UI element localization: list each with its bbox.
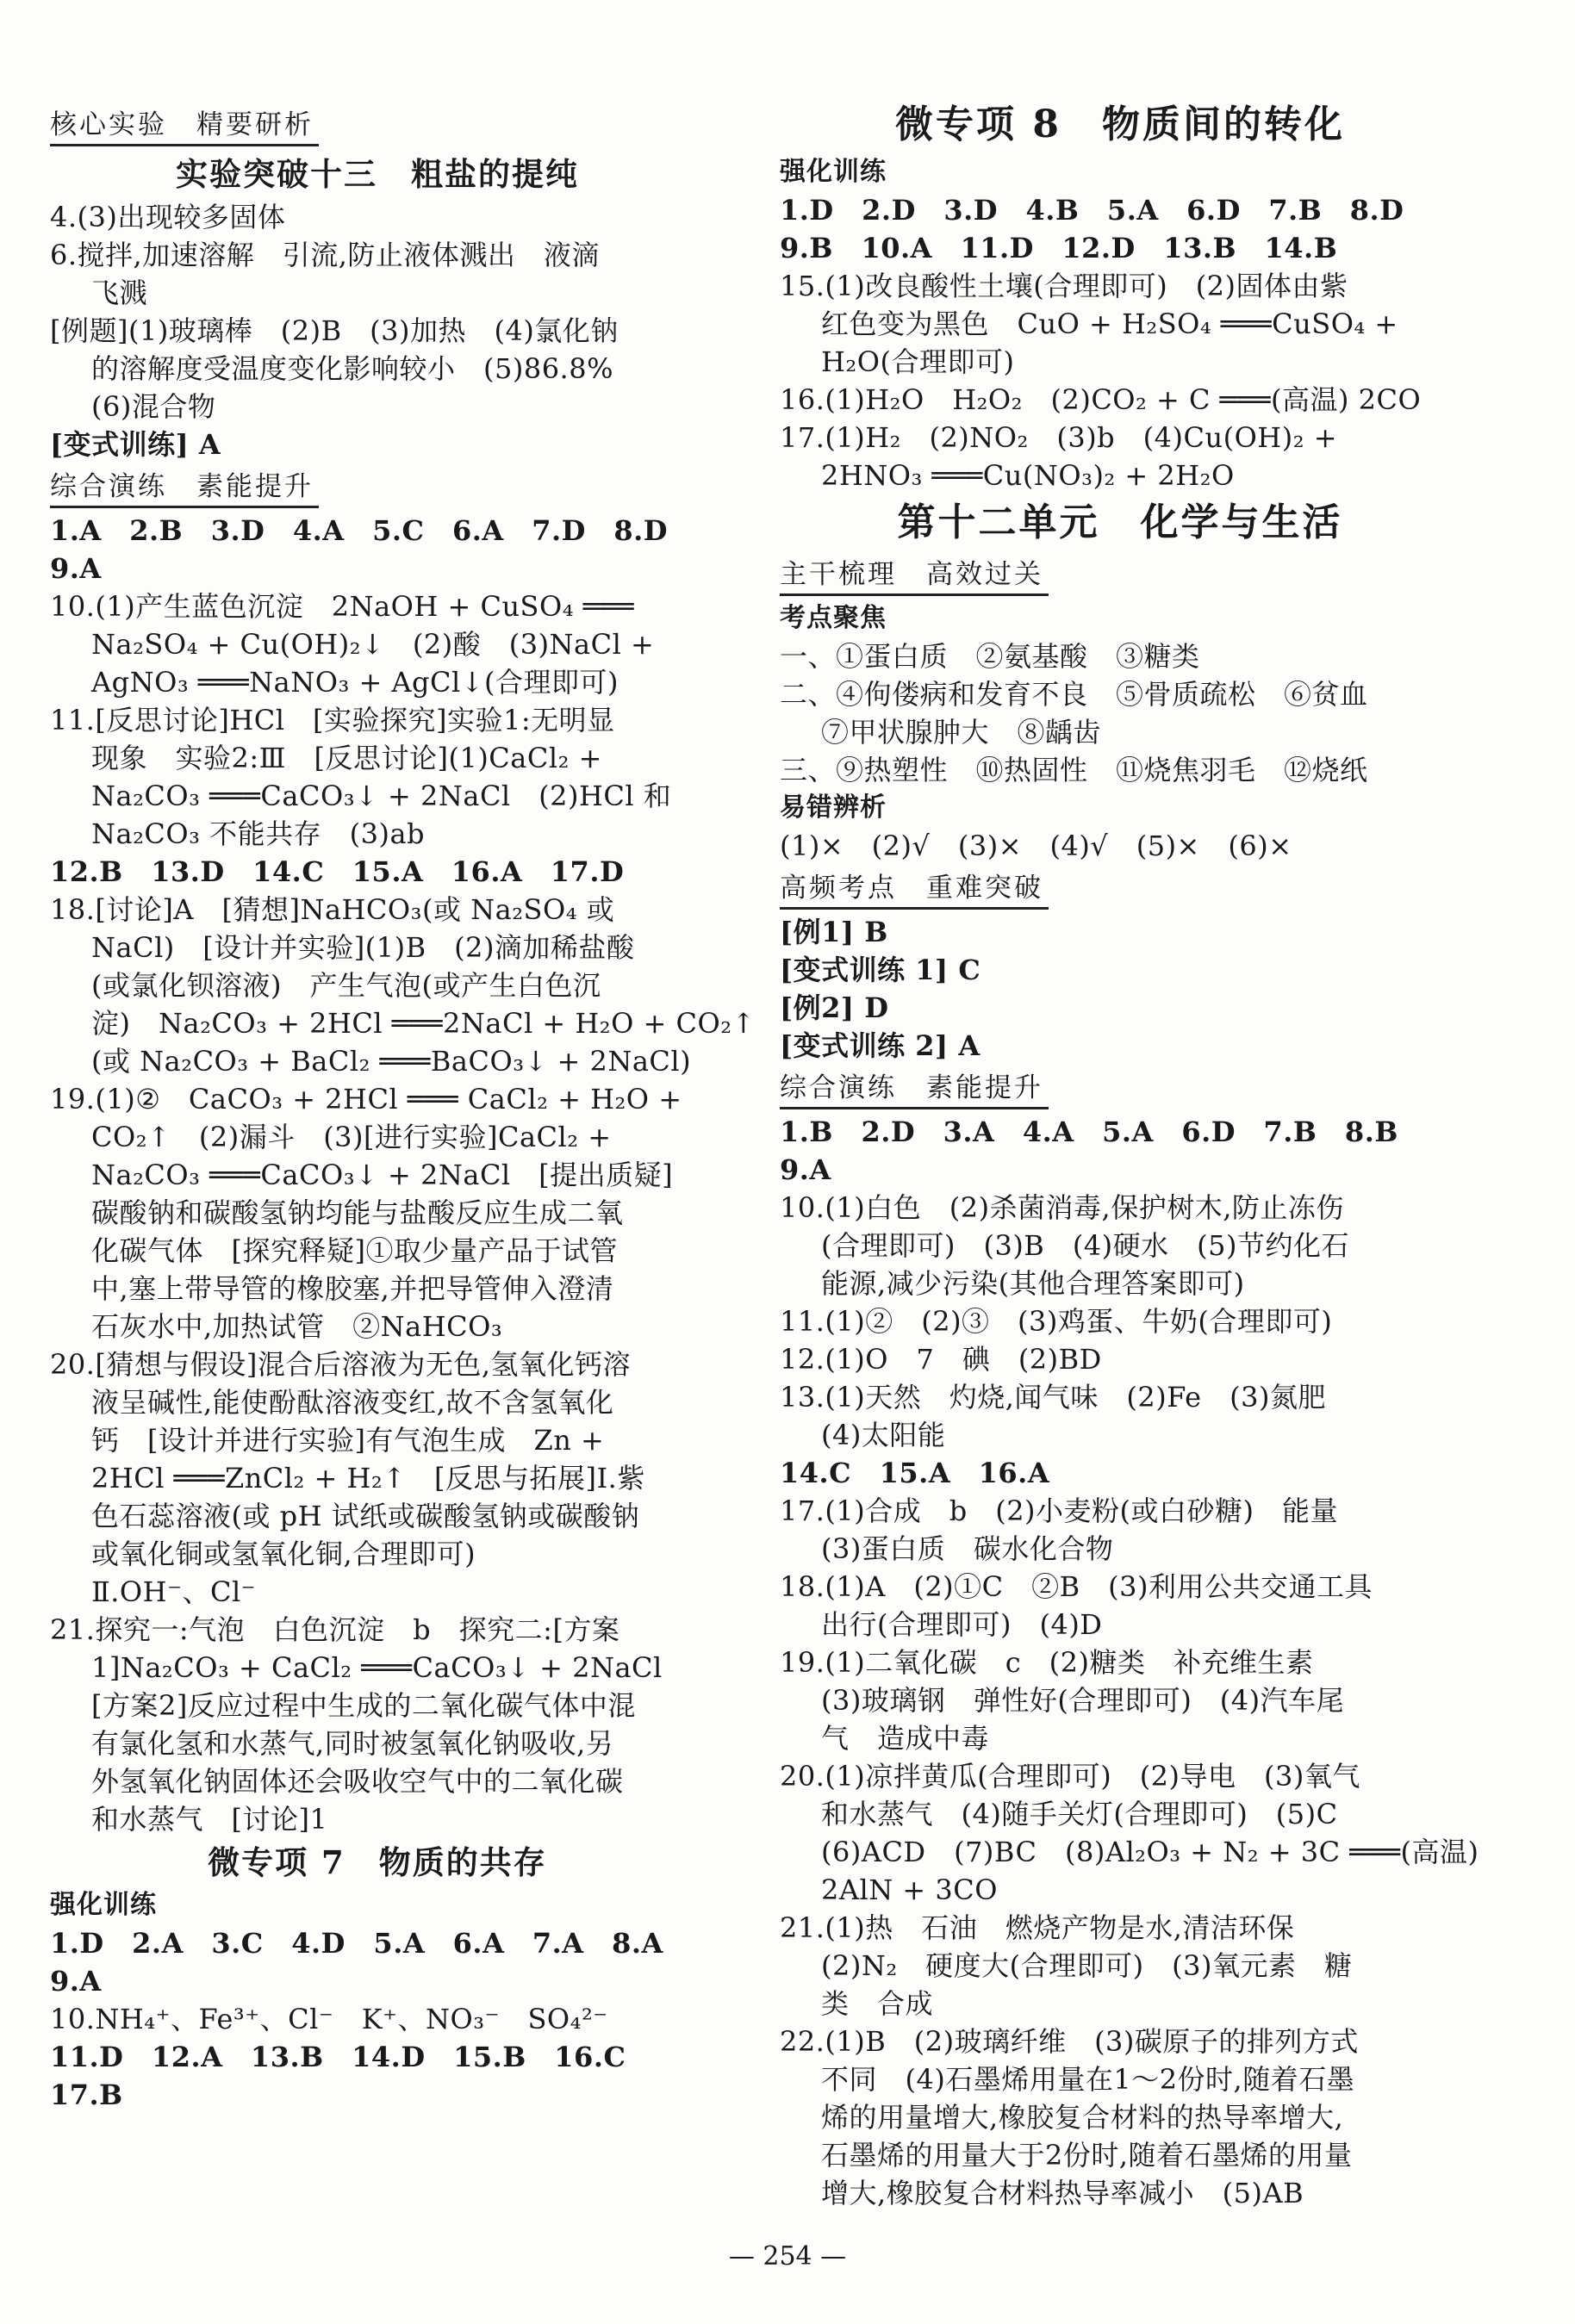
unit-title: 第十二单元 化学与生活 (897, 500, 1343, 544)
answer-line: (6)ACD (7)BC (8)Al₂O₃ + N₂ + 3C ═══(高温) (821, 1836, 1479, 1868)
page-number: — 254 — (728, 2241, 847, 2271)
answer-line: 9.A (50, 1965, 102, 1998)
answer-line: 9.A (50, 552, 102, 585)
answer-line: (2)N₂ 硬度大(合理即可) (3)氧元素 糖 (821, 1949, 1353, 1982)
answer-line: 12.(1)O 7 碘 (2)BD (780, 1343, 1102, 1376)
answer-line: 石灰水中,加热试管 ②NaHCO₃ (91, 1310, 503, 1343)
answer-line: Na₂CO₃ ═══CaCO₃↓ + 2NaCl (2)HCl 和 (91, 780, 672, 812)
answer-line: 18.(1)A (2)①C ②B (3)利用公共交通工具 (780, 1570, 1373, 1603)
answer-line: NaCl) [设计并实验](1)B (2)滴加稀盐酸 (91, 931, 635, 964)
answer-line: 色石蕊溶液(或 pH 试纸或碳酸氢钠或碳酸钠 (91, 1500, 640, 1532)
answer-line: 9.B 10.A 11.D 12.D 13.B 14.B (780, 232, 1338, 264)
answer-line: 17.(1)合成 b (2)小麦粉(或白砂糖) 能量 (780, 1494, 1339, 1527)
answer-line: 10.(1)白色 (2)杀菌消毒,保护树木,防止冻伤 (780, 1191, 1344, 1224)
answer-line: [方案2]反应过程中生成的二氧化碳气体中混 (91, 1689, 636, 1722)
section-banner: 综合演练 素能提升 (780, 1070, 1049, 1109)
answer-line: 和水蒸气 (4)随手关灯(合理即可) (5)C (821, 1798, 1338, 1830)
answer-line: 烯的用量增大,橡胶复合材料的热导率增大, (821, 2101, 1344, 2134)
right-column (780, 96, 1479, 2212)
subsection-heading: 强化训练 (780, 157, 887, 187)
answer-line: CO₂↑ (2)漏斗 (3)[进行实验]CaCl₂ + (91, 1121, 612, 1153)
section-title: 微专项 7 物质的共存 (208, 1843, 547, 1881)
answer-line: 外氢氧化钠固体还会吸收空气中的二氧化碳 (91, 1765, 624, 1798)
answer-line: 1.D 2.D 3.D 4.B 5.A 6.D 7.B 8.D (780, 194, 1404, 227)
answer-line: (1)× (2)√ (3)× (4)√ (5)× (6)× (780, 830, 1292, 862)
subsection-heading: 强化训练 (50, 1890, 157, 1920)
answer-line: 4.(3)出现较多固体 (50, 201, 286, 233)
answer-line: 18.[讨论]A [猜想]NaHCO₃(或 Na₂SO₄ 或 (50, 893, 615, 926)
answer-line: 增大,橡胶复合材料热导率减小 (5)AB (821, 2177, 1304, 2209)
answer-line: (3)玻璃钢 弹性好(合理即可) (4)汽车尾 (821, 1684, 1345, 1717)
answer-line: Na₂SO₄ + Cu(OH)₂↓ (2)酸 (3)NaCl + (91, 628, 655, 661)
answer-line: 1.B 2.D 3.A 4.A 5.A 6.D 7.B 8.B (780, 1115, 1398, 1148)
answer-line: 2HCl ═══ZnCl₂ + H₂↑ [反思与拓展]Ⅰ.紫 (91, 1462, 645, 1494)
left-column (50, 102, 756, 2114)
answer-line: 一、①蛋白质 ②氨基酸 ③糖类 (780, 640, 1200, 673)
answer-line: 出行(合理即可) (4)D (821, 1608, 1103, 1641)
section-banner: 综合演练 素能提升 (50, 469, 319, 508)
answer-line: H₂O(合理即可) (821, 345, 1015, 378)
answer-line: 石墨烯的用量大于2份时,随着石墨烯的用量 (821, 2139, 1353, 2172)
answer-line: 11.[反思讨论]HCl [实验探究]实验1:无明显 (50, 704, 615, 736)
answer-line: 9.A (780, 1153, 831, 1186)
answer-line: (3)蛋白质 碳水化合物 (821, 1532, 1114, 1565)
answer-line: 二、④佝偻病和发育不良 ⑤骨质疏松 ⑥贫血 (780, 678, 1368, 711)
answer-line: [例题](1)玻璃棒 (2)B (3)加热 (4)氯化钠 (50, 314, 619, 347)
answer-line: 2HNO₃ ═══Cu(NO₃)₂ + 2H₂O (821, 459, 1235, 492)
answer-line: Ⅱ.OH⁻、Cl⁻ (91, 1575, 257, 1608)
answer-line: 20.(1)凉拌黄瓜(合理即可) (2)导电 (3)氧气 (780, 1760, 1360, 1793)
answer-line: 液呈碱性,能使酚酞溶液变红,故不含氢氧化 (91, 1386, 614, 1419)
answer-line: 淀) Na₂CO₃ + 2HCl ═══2NaCl + H₂O + CO₂↑ (91, 1007, 756, 1040)
answer-line: 20.[猜想与假设]混合后溶液为无色,氢氧化钙溶 (50, 1348, 632, 1381)
section-banner: 主干梳理 高效过关 (780, 556, 1049, 596)
answer-line: 类 合成 (821, 1987, 934, 2020)
answer-line: 13.(1)天然 灼烧,闻气味 (2)Fe (3)氮肥 (780, 1381, 1326, 1414)
answer-line: 现象 实验2:Ⅲ [反思讨论](1)CaCl₂ + (91, 742, 602, 774)
answer-line: [例1] B (780, 916, 888, 948)
answer-line: ⑦甲状腺肿大 ⑧龋齿 (821, 716, 1102, 749)
answer-line: 红色变为黑色 CuO + H₂SO₄ ═══CuSO₄ + (821, 308, 1398, 340)
answer-line: 有氯化氢和水蒸气,同时被氢氧化钠吸收,另 (91, 1727, 614, 1760)
answer-line: 和水蒸气 [讨论]1 (91, 1803, 328, 1836)
answer-line: 气 造成中毒 (821, 1722, 990, 1755)
answer-line: (或氯化钡溶液) 产生气泡(或产生白色沉 (91, 969, 601, 1002)
answer-line: [变式训练 2] A (780, 1029, 980, 1062)
answer-line: 1.D 2.A 3.C 4.D 5.A 6.A 7.A 8.A (50, 1927, 663, 1960)
answer-line: 6.搅拌,加速溶解 引流,防止液体溅出 液滴 (50, 239, 600, 271)
answer-line: 17.(1)H₂ (2)NO₂ (3)b (4)Cu(OH)₂ + (780, 421, 1338, 454)
answer-line: [变式训练 1] C (780, 954, 981, 986)
answer-line: 15.(1)改良酸性土壤(合理即可) (2)固体由紫 (780, 270, 1348, 302)
answer-line: 2AlN + 3CO (821, 1873, 998, 1906)
answer-line: 1.A 2.B 3.D 4.A 5.C 6.A 7.D 8.D (50, 514, 669, 547)
answer-line: 11.D 12.A 13.B 14.D 15.B 16.C (50, 2041, 626, 2073)
answer-line: 19.(1)② CaCO₃ + 2HCl ═══ CaCl₂ + H₂O + (50, 1083, 682, 1115)
answer-line: 12.B 13.D 14.C 15.A 16.A 17.D (50, 855, 625, 888)
answer-line: (或 Na₂CO₃ + BaCl₂ ═══BaCO₃↓ + 2NaCl) (91, 1045, 692, 1078)
subsection-heading: 考点聚焦 (780, 603, 887, 633)
section-title: 实验突破十三 粗盐的提纯 (176, 155, 579, 193)
answer-line: 飞溅 (91, 277, 148, 309)
section-title: 微专项 8 物质间的转化 (895, 103, 1345, 146)
answer-line: (4)太阳能 (821, 1419, 946, 1451)
answer-line: 17.B (50, 2079, 123, 2111)
section-banner: 高频考点 重难突破 (780, 870, 1049, 910)
answer-line: Na₂CO₃ ═══CaCO₃↓ + 2NaCl [提出质疑] (91, 1159, 674, 1191)
answer-line: 14.C 15.A 16.A (780, 1457, 1050, 1489)
answer-line: 10.NH₄⁺、Fe³⁺、Cl⁻ K⁺、NO₃⁻ SO₄²⁻ (50, 2003, 608, 2035)
answer-line: 中,塞上带导管的橡胶塞,并把导管伸入澄清 (91, 1272, 614, 1305)
answer-line: 三、⑨热塑性 ⑩热固性 ⑪烧焦羽毛 ⑫烧纸 (780, 754, 1368, 786)
answer-line: 能源,减少污染(其他合理答案即可) (821, 1267, 1245, 1300)
answer-line: (合理即可) (3)B (4)硬水 (5)节约化石 (821, 1229, 1349, 1262)
subsection-heading: 易错辨析 (780, 792, 887, 823)
answer-line: (6)混合物 (91, 390, 216, 423)
answer-line: Na₂CO₃ 不能共存 (3)ab (91, 817, 426, 850)
answer-line: [变式训练] A (50, 428, 221, 461)
answer-line: AgNO₃ ═══NaNO₃ + AgCl↓(合理即可) (91, 666, 619, 699)
answer-line: 不同 (4)石墨烯用量在1～2份时,随着石墨 (821, 2063, 1355, 2096)
answer-line: 化碳气体 [探究释疑]①取少量产品于试管 (91, 1234, 618, 1267)
answer-line: 或氧化铜或氢氧化铜,合理即可) (91, 1538, 476, 1570)
answer-line: 19.(1)二氧化碳 c (2)糖类 补充维生素 (780, 1646, 1314, 1679)
answer-line: 11.(1)② (2)③ (3)鸡蛋、牛奶(合理即可) (780, 1305, 1333, 1338)
answer-line: 22.(1)B (2)玻璃纤维 (3)碳原子的排列方式 (780, 2025, 1359, 2058)
answer-line: 1]Na₂CO₃ + CaCl₂ ═══CaCO₃↓ + 2NaCl (91, 1651, 663, 1684)
answer-line: 21.探究一:气泡 白色沉淀 b 探究二:[方案 (50, 1613, 620, 1646)
answer-line: 的溶解度受温度变化影响较小 (5)86.8% (91, 352, 613, 385)
answer-line: 16.(1)H₂O H₂O₂ (2)CO₂ + C ═══(高温) 2CO (780, 383, 1422, 416)
answer-line: 21.(1)热 石油 燃烧产物是水,清洁环保 (780, 1911, 1295, 1944)
section-banner: 核心实验 精要研析 (50, 107, 319, 146)
answer-line: 碳酸钠和碳酸氢钠均能与盐酸反应生成二氧 (91, 1196, 624, 1229)
answer-line: [例2] D (780, 991, 889, 1024)
answer-line: 10.(1)产生蓝色沉淀 2NaOH + CuSO₄ ═══ (50, 590, 635, 623)
answer-line: 钙 [设计并进行实验]有气泡生成 Zn + (91, 1424, 605, 1457)
